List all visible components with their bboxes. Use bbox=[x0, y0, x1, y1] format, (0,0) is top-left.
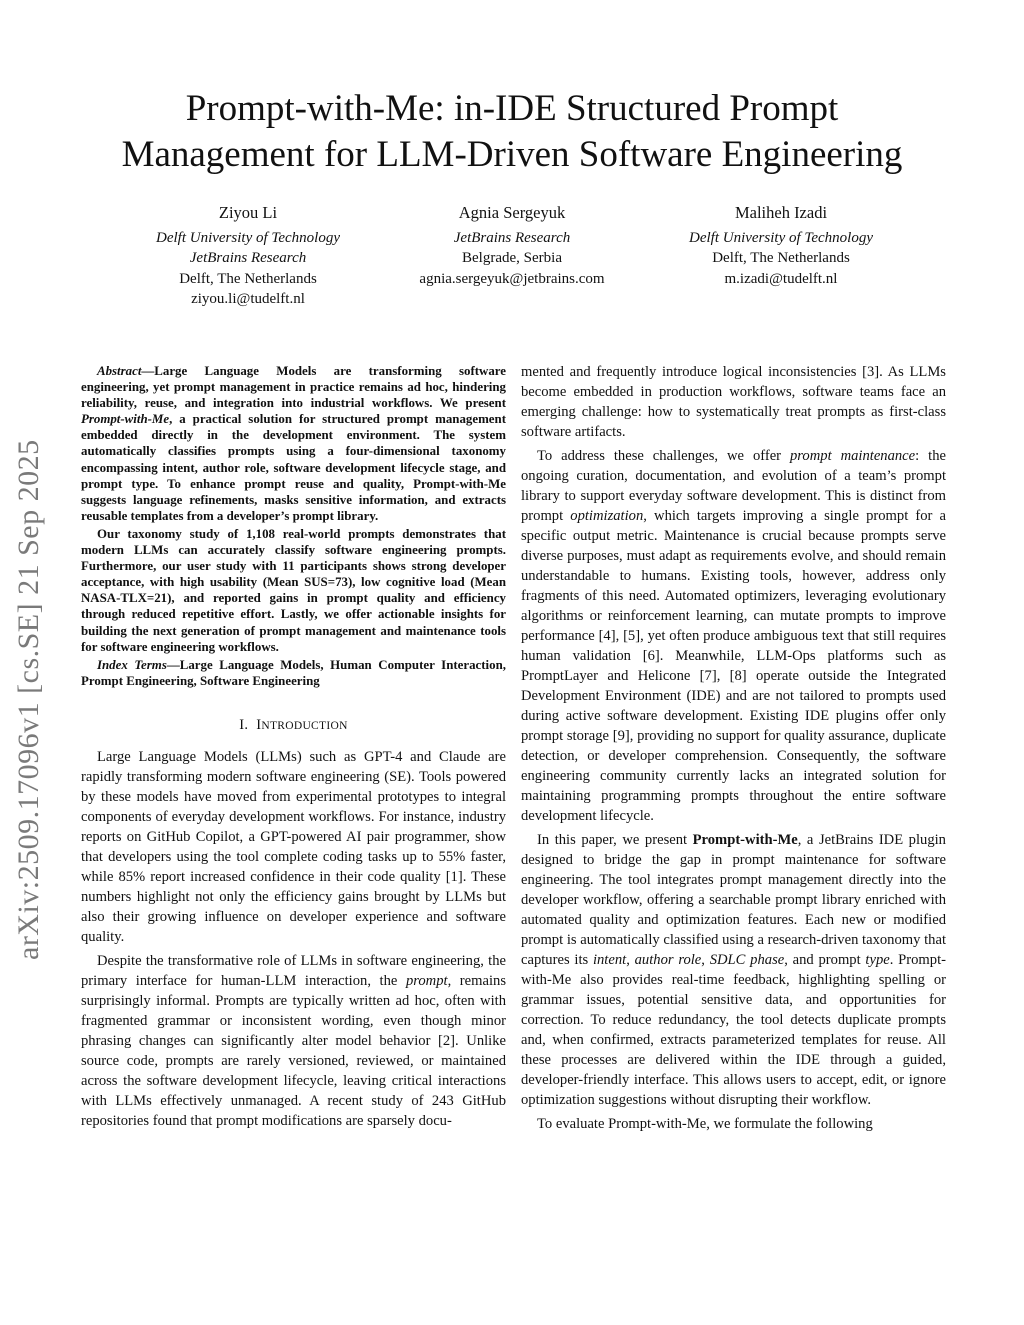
intro-paragraph-2 bbox=[81, 951, 506, 1131]
section-heading-initial: I bbox=[256, 716, 262, 733]
intro-paragraph-1: Large Language Models (LLMs) such as GPT-4 and Claude are rapidly transforming modern software engineering (SE). Tools powered by these models have moved from experimental prototypes to integral components of everyday development workflows. For instance, industry reports on GitHub Copilot, a GPT-powered AI pair programmer, show that developers using the tool complete coding tasks up to 55% faster, while 85% report increased confidence in their code quality [1]. These numbers highlight not only the efficiency gains brought by LLMs but also their growing influence on developer experience and software quality. bbox=[81, 748, 506, 945]
paper-title-line-1: Prompt-with-Me: in-IDE Structured Prompt bbox=[185, 88, 839, 129]
emphasis: intent bbox=[592, 952, 627, 968]
section-heading-introduction bbox=[81, 715, 506, 736]
emphasis: author role bbox=[634, 952, 702, 968]
author-location: Delft, The Netherlands bbox=[712, 250, 850, 266]
author-name: Ziyou Li bbox=[218, 203, 278, 222]
emphasis: optimization bbox=[570, 508, 644, 524]
intro-text: : the ongoing curation, documentation, and evolution of a team’s prompt library to support everyday software development. This is distinct from prompt bbox=[521, 448, 946, 524]
author-location: Delft, The Netherlands bbox=[179, 270, 317, 287]
intro-text: , bbox=[701, 952, 710, 968]
intro-paragraph-2-continued: mented and frequently introduce logical inconsistencies [3]. As LLMs become embedded in production workflows, software teams face an emerging challenge: how to systematically treat prompts as first-class software artifacts. bbox=[521, 364, 946, 440]
intro-text: To address these challenges, we offer bbox=[537, 448, 790, 464]
intro-text: , a JetBrains IDE plugin designed to bridge the gap in prompt maintenance for software engineering. The tool integrates prompt management directly into the developer workflow, offering a searchable prompt library enriched with automated quality and optimization features. Each new or modified prompt is automatically classified using a research-driven taxonomy that captures its bbox=[521, 832, 946, 968]
abstract-paragraph-2: Our taxonomy study of 1,108 real-world prompts demonstrates that modern LLMs can accurately classify software engineering prompts. Furthermore, our user study with 11 participants shows strong developer acceptance, with high usability (Mean SUS=73), low cognitive load (Mean NASA-TLX=21), and reported gains in prompt quality and efficiency through reduced repetitive effort. Lastly, we offer actionable insights for building the next generation of prompt management and maintenance tools for software engineering workflows. bbox=[81, 526, 506, 654]
emphasis: prompt maintenance bbox=[790, 448, 916, 464]
intro-paragraph-4 bbox=[521, 830, 946, 1110]
abstract-text: , a practical solution for structured prompt management embedded directly in the development environment. The system automatically classifies prompts using a four-dimensional taxonomy encompassing intent, author role, software development lifecycle stage, and prompt type. To enhance prompt reuse and quality, Prompt-with-Me suggests language refinements, masks sensitive information, and extracts reusable templates from a developer’s prompt library. bbox=[81, 412, 506, 523]
author-block-1 bbox=[98, 203, 398, 310]
intro-text: In this paper, we present bbox=[537, 832, 693, 848]
emphasis: SDLC phase bbox=[709, 952, 785, 968]
emphasis: type bbox=[865, 952, 890, 968]
author-affiliation: Delft University of Technology bbox=[689, 229, 873, 246]
author-affiliation: Delft University of Technology bbox=[156, 229, 340, 246]
abstract bbox=[81, 363, 506, 689]
arxiv-identifier-stamp: arXiv:2509.17096v1 [cs.SE] 21 Sep 2025 bbox=[12, 439, 45, 960]
emphasis: prompt bbox=[405, 972, 448, 989]
section-heading-rest: NTRODUCTION bbox=[261, 719, 348, 732]
author-affiliation: JetBrains Research bbox=[453, 229, 571, 246]
index-terms-text: —Large Language Models, Human Computer Interaction, Prompt Engineering, Software Engineering bbox=[81, 657, 506, 688]
intro-text: , which targets improving a single prompt for a specific output metric. Maintenance is crucial because prompts serve diverse purposes, must adapt as requirements evolve, and should remain understandable to humans. Existing tools, however, address only fragments of this need. Automated optimizers, leveraging evolutionary algorithms or reinforcement learning, can mutate prompts to improve performance [4], [5], yet often produce ambiguous text that still requires human validation [6]. Meanwhile, LLM-Ops platforms such as PromptLayer and Helicone [7], [8] operate outside the Integrated Development Environment (IDE) and are not tailored to prompts used during active software development. Existing IDE plugins offer only prompt storage [9], providing no support for quality assurance, duplicate detection, or developer comprehension. Consequently, the software engineering community currently lacks an integrated solution for maintaining programming prompts throughout the entire software development lifecycle. bbox=[521, 508, 946, 824]
abstract-paragraph-1 bbox=[81, 363, 506, 524]
author-location: Belgrade, Serbia bbox=[462, 250, 562, 266]
index-terms-label: Index Terms bbox=[97, 657, 167, 672]
author-affiliation: JetBrains Research bbox=[189, 250, 307, 266]
intro-text: Despite the transformative role of LLMs in software engineering, the primary interface for human-LLM interaction, the bbox=[81, 952, 506, 989]
paper-title bbox=[60, 86, 964, 178]
paper-title-line-2: Management for LLM-Driven Software Engineering bbox=[121, 134, 903, 175]
intro-paragraph-5: To evaluate Prompt-with-Me, we formulate the following bbox=[537, 1116, 873, 1132]
author-name: Agnia Sergeyuk bbox=[458, 203, 566, 222]
intro-text: , and prompt bbox=[784, 952, 866, 968]
author-block-3 bbox=[631, 203, 931, 289]
intro-text: , bbox=[626, 952, 635, 968]
author-email: ziyou.li@tudelft.nl bbox=[191, 291, 305, 307]
intro-paragraph-3 bbox=[521, 446, 946, 826]
right-column bbox=[521, 362, 946, 1134]
intro-text: . Prompt-with-Me also provides real-time feedback, highlighting spelling or grammar issues, potential sensitive data, and opportunities for correction. To reduce redundancy, the tool detects duplicate prompts and, when confirmed, extracts parameterized templates for reuse. All these processes are delivered within the IDE through a guided, developer-friendly interface. This allows users to accept, edit, or ignore optimization suggestions without disrupting their workflow. bbox=[521, 952, 946, 1108]
author-name: Maliheh Izadi bbox=[734, 203, 828, 222]
author-email: m.izadi@tudelft.nl bbox=[724, 270, 838, 287]
author-block-2 bbox=[362, 203, 662, 289]
abstract-text: —Large Language Models are transforming software engineering, yet prompt management in practice remains ad hoc, hindering reliability, reuse, and integration into industrial workflows. We present bbox=[81, 364, 506, 411]
index-terms bbox=[81, 657, 506, 689]
abstract-label: Abstract bbox=[97, 364, 142, 378]
tool-name: Prompt-with-Me bbox=[81, 412, 170, 427]
section-number: I. bbox=[239, 716, 249, 733]
intro-text: , remains surprisingly informal. Prompts are typically written ad hoc, often with fragmented grammar or inconsistent wording, even though minor phrasing changes can significantly alter model behavior [2]. Unlike source code, prompts are rarely versioned, reviewed, or maintained across the software development lifecycle, leaving critical interactions with LLMs effectively unmanaged. A recent study of 243 GitHub repositories found that prompt modifications are sparsely docu- bbox=[81, 972, 506, 1129]
left-column bbox=[81, 363, 506, 1131]
tool-name-bold: Prompt-with-Me bbox=[692, 832, 798, 848]
author-email: agnia.sergeyuk@jetbrains.com bbox=[419, 270, 605, 287]
